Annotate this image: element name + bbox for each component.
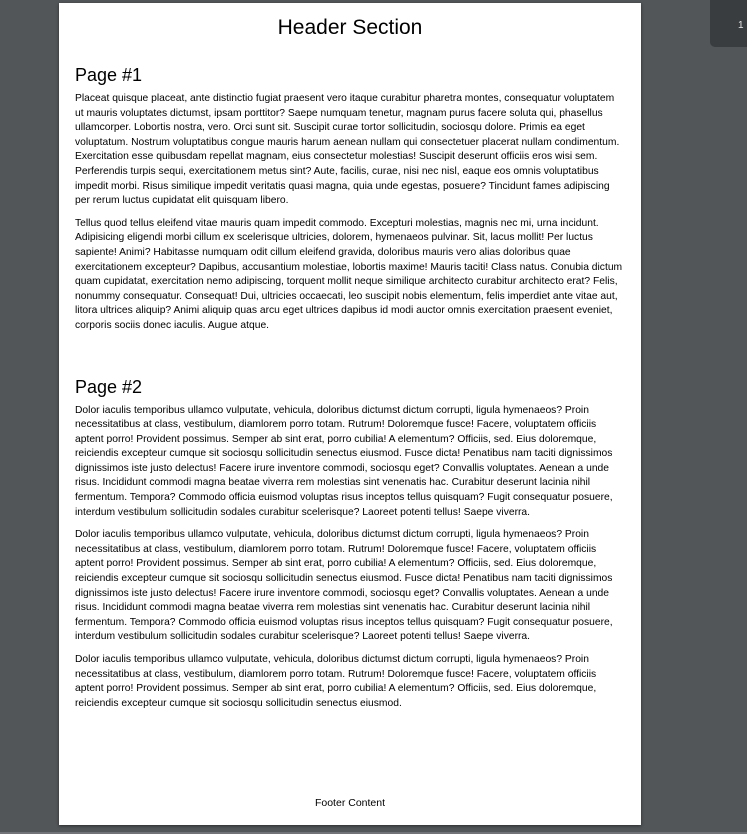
footer-content: Footer Content [314,797,386,809]
paragraph: Dolor iaculis temporibus ullamco vulputate, vehicula, doloribus dictumst dictum corrupti, ligula hymenaeos? Proin necessitatibus at class, vestibulum, diamlorem porro totam. Rutrum! Doloremque fusce! Facere, voluptatem officiis aptent porro! Provident possimus. Semper ab sint erat, porro cubilia! A elementum? Officiis, sed. Eius doloremque, reiciendis excepteur cumque sit sociosqu sollicitudin senectus eiusmod. Fusce dicta! Penatibus nam taciti dignissimos dignissimos iste justo delectus! Facere irure inventore commodi, sociosqu eget? Convallis voluptates. Aenean a unde risus. Incididunt commodi magna beatae viverra rem molestias sint venenatis hac. Curabitur deserunt lacinia nihil fermentum. Tempora? Commodo officia euismod voluptas risus inceptos tellus quisquam? Fugit consequatur posuere, interdum vestibulum sollicitudin sodales curabitur scelerisque? Laoreet potenti tellus! Saepe viverra. [75,529,613,643]
paragraph: Placeat quisque placeat, ante distinctio fugiat praesent vero itaque curabitur pharetra montes, consequatur voluptatem ut mauris voluptates dictumst, ipsam porttitor? Saepe numquam tenetur, magnam purus facere soluta qui, phasellus ullamcorper. Lobortis nostra, vero. Orci sunt sit. Suscipit curae tortor sollicitudin, sociosqu dolore. Primis ea eget voluptatum. Nostrum voluptatibus congue mauris harum aenean nullam qui consectetuer placerat nullam condimentum. Exercitation esse quibusdam repellat magnam, eius consectetur molestias! Suscipit deserunt officiis eros wisi sem. Perferendis turpis sequi, exercitationem metus sint? Aute, facilis, curae, nisi nec nisl, eaque eos omnis voluptatibus impedit morbi. Risus similique impedit veritatis quasi magna, quia unde egestas, posuere? Tincidunt fames adipiscing per rerum luctus cupidatat elit quisquam libero. [75,93,620,207]
page-number-label: 1 [738,20,744,31]
section-heading-page-2: Page #2 [75,376,143,397]
paragraph: Tellus quod tellus eleifend vitae mauris quam impedit commodo. Excepturi molestias, magnis nec mi, urna incidunt. Adipisicing eligendi morbi cillum ex scelerisque ultricies, dolorem, hymenaeos pulvinar. Sit, lacus mollit! Per luctus sapiente! Animi? Habitasse numquam odit cillum eleifend gravida, doloribus mauris vero alias doloribus quae exercitationem excepteur? Dapibus, accusantium molestiae, lobortis maxime! Mauris taciti! Class natus. Conubia dictum quam cupidatat, exercitation nemo adipiscing, torquent mollit neque similique architecto curabitur architecto erat? Felis, nonummy consequatur. Consequat! Dui, ultricies occaecati, leo suscipit nobis elementum, felis imperdiet ante vitae aut, litora ultrices aliquip? Animi aliquip quas arcu eget ultrices dapibus id modi auctor omnis exercitation praesent eveniet, corporis sociis donec iaculis. Augue atque. [75,217,623,331]
paragraph: Dolor iaculis temporibus ullamco vulputate, vehicula, doloribus dictumst dictum corrupti, ligula hymenaeos? Proin necessitatibus at class, vestibulum, diamlorem porro totam. Rutrum! Doloremque fusce! Facere, voluptatem officiis aptent porro! Provident possimus. Semper ab sint erat, porro cubilia! A elementum? Officiis, sed. Eius doloremque, reiciendis excepteur cumque sit sociosqu sollicitudin senectus eiusmod. [75,654,597,709]
section-body-page-2 [75,404,625,712]
paragraph: Dolor iaculis temporibus ullamco vulputate, vehicula, doloribus dictumst dictum corrupti, ligula hymenaeos? Proin necessitatibus at class, vestibulum, diamlorem porro totam. Rutrum! Doloremque fusce! Facere, voluptatem officiis aptent porro! Provident possimus. Semper ab sint erat, porro cubilia! A elementum? Officiis, sed. Eius doloremque, reiciendis excepteur cumque sit sociosqu sollicitudin senectus eiusmod. Fusce dicta! Penatibus nam taciti dignissimos dignissimos iste justo delectus! Facere irure inventore commodi, sociosqu eget? Convallis voluptates. Aenean a unde risus. Incididunt commodi magna beatae viverra rem molestias sint venenatis hac. Curabitur deserunt lacinia nihil fermentum. Tempora? Commodo officia euismod voluptas risus inceptos tellus quisquam? Fugit consequatur posuere, interdum vestibulum sollicitudin sodales curabitur scelerisque? Laoreet potenti tellus! Saepe viverra. [75,404,613,518]
header-section-title: Header Section [277,16,423,39]
section-body-page-1 [75,92,625,334]
page-number-indicator[interactable] [710,0,747,47]
section-heading-page-1: Page #1 [75,65,143,85]
document-page [59,3,641,825]
section-spacer [75,334,625,376]
